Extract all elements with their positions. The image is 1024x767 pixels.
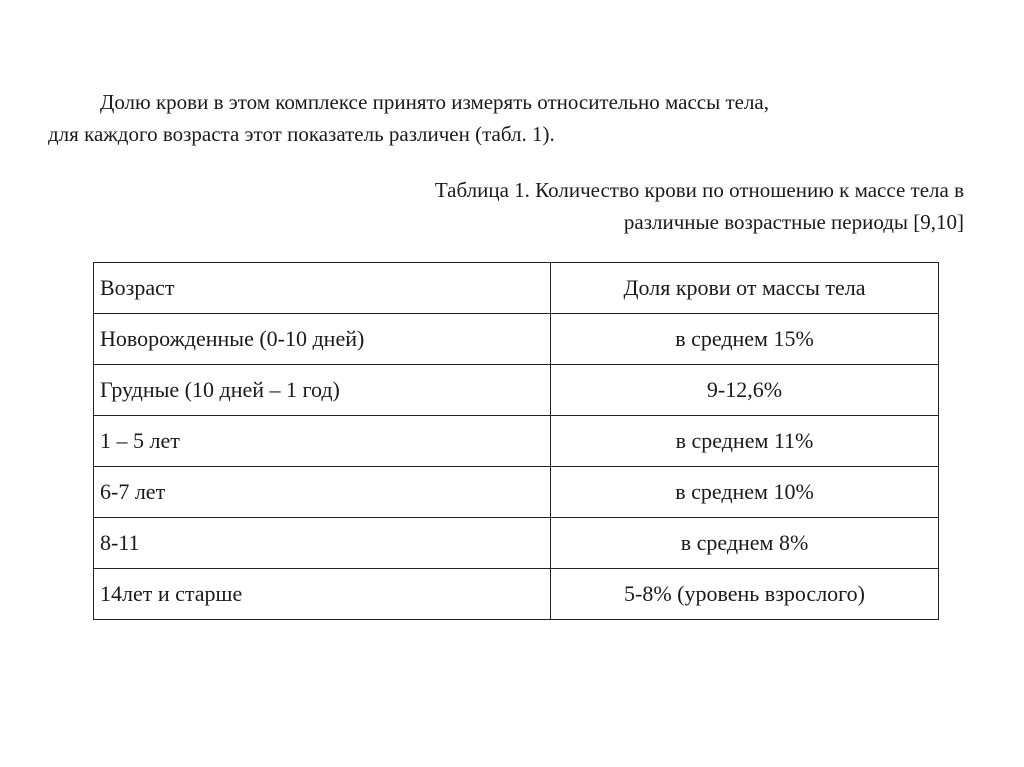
header-blood-share: Доля крови от массы тела xyxy=(551,263,939,314)
table-row xyxy=(94,467,939,518)
table-caption xyxy=(244,174,964,238)
blood-share-cell: в среднем 10% xyxy=(551,467,939,518)
table-row xyxy=(94,518,939,569)
age-cell: Грудные (10 дней – 1 год) xyxy=(94,365,551,416)
age-cell: 14лет и старше xyxy=(94,569,551,620)
blood-volume-table xyxy=(93,262,939,620)
header-age: Возраст xyxy=(94,263,551,314)
age-cell: 8-11 xyxy=(94,518,551,569)
blood-share-cell: 9-12,6% xyxy=(551,365,939,416)
blood-share-cell: в среднем 8% xyxy=(551,518,939,569)
intro-line-1: Долю крови в этом комплексе принято измерять относительно массы тела, xyxy=(100,90,769,114)
age-cell: Новорожденные (0-10 дней) xyxy=(94,314,551,365)
intro-line-2: для каждого возраста этот показатель различен (табл. 1). xyxy=(48,122,555,146)
caption-line-1: Таблица 1. Количество крови по отношению к массе тела в xyxy=(434,178,964,202)
blood-share-cell: 5-8% (уровень взрослого) xyxy=(551,569,939,620)
table-row xyxy=(94,314,939,365)
caption-line-2: различные возрастные периоды [9,10] xyxy=(623,210,964,234)
table-header-row xyxy=(94,263,939,314)
age-cell: 6-7 лет xyxy=(94,467,551,518)
blood-share-cell: в среднем 11% xyxy=(551,416,939,467)
table-row xyxy=(94,569,939,620)
table-row xyxy=(94,416,939,467)
age-cell: 1 – 5 лет xyxy=(94,416,551,467)
table-row xyxy=(94,365,939,416)
blood-share-cell: в среднем 15% xyxy=(551,314,939,365)
intro-paragraph xyxy=(48,86,988,150)
